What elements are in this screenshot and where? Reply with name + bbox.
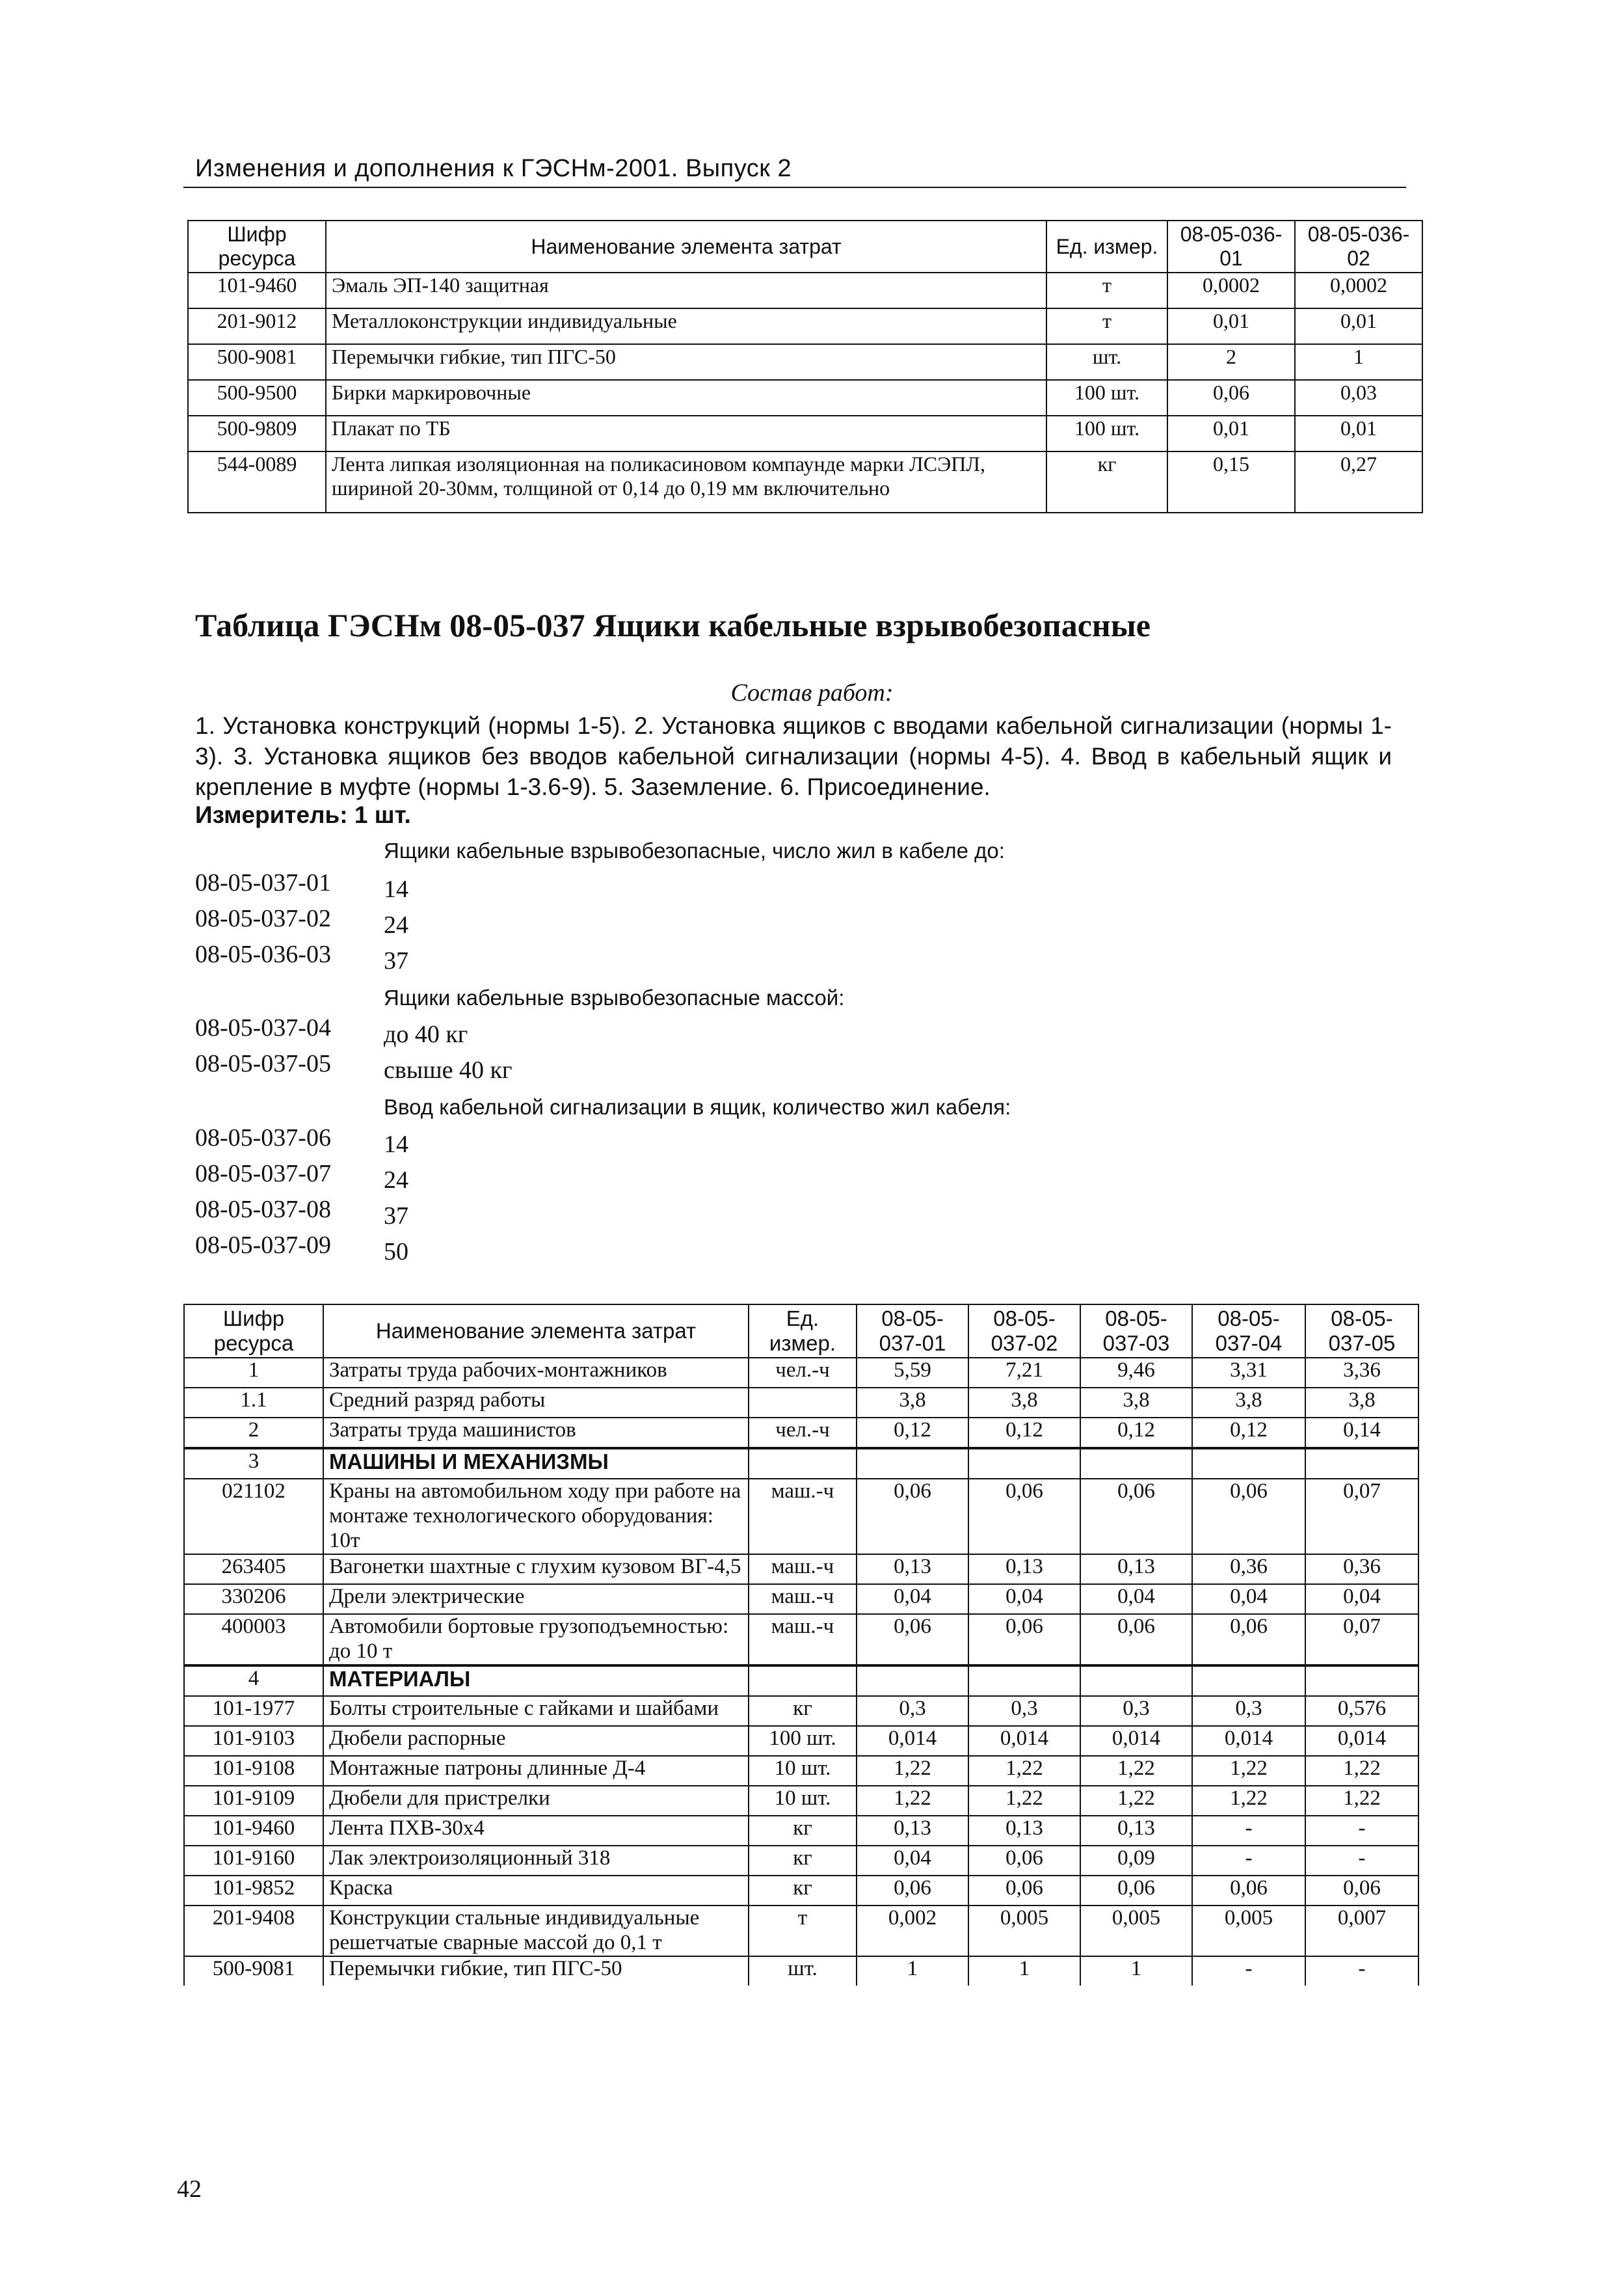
value-cell: 0,3: [1080, 1696, 1192, 1726]
resource-code-cell: 101-9160: [184, 1846, 323, 1876]
value-cell: [1192, 1665, 1305, 1696]
value-cell: 0,13: [1080, 1554, 1192, 1584]
unit-cell: 100 шт.: [749, 1726, 857, 1756]
unit-cell: т: [749, 1906, 857, 1956]
norm-code: 08-05-036-03: [195, 941, 331, 968]
table-title: Таблица ГЭСНм 08-05-037 Ящики кабельные взрывобезопасные: [195, 607, 1151, 643]
table-row: [184, 1816, 1418, 1846]
value-cell: 0,13: [857, 1816, 968, 1846]
table-row: [184, 1906, 1418, 1956]
col-header-norm-2: 08-05-037-02: [968, 1304, 1080, 1358]
value-cell: 3,8: [1192, 1388, 1305, 1418]
resource-code-cell: 263405: [184, 1554, 323, 1584]
value-cell: 0,13: [968, 1816, 1080, 1846]
value-cell: 1,22: [968, 1756, 1080, 1786]
norm-value: до 40 кг: [384, 1021, 468, 1048]
unit-cell: шт.: [749, 1956, 857, 1986]
value-cell: 0,005: [1080, 1906, 1192, 1956]
norm-code: 08-05-037-05: [195, 1050, 331, 1077]
col-header-unit: Ед. измер.: [1046, 221, 1167, 273]
table-row: [184, 1756, 1418, 1786]
value-cell: 0,06: [968, 1846, 1080, 1876]
col-header-norm-1: 08-05-036-01: [1167, 221, 1295, 273]
value-cell: 0,3: [1192, 1696, 1305, 1726]
table-row: [184, 1358, 1418, 1388]
value-cell: 0,014: [1192, 1726, 1305, 1756]
resource-name-cell: Краска: [323, 1876, 749, 1906]
resource-code-cell: 101-9103: [184, 1726, 323, 1756]
value-cell: 0,14: [1305, 1418, 1418, 1448]
value-cell: 1,22: [1192, 1756, 1305, 1786]
table-row: [184, 1388, 1418, 1418]
table-row: [184, 1614, 1418, 1665]
value-cell: -: [1192, 1956, 1305, 1986]
value-cell: 0,06: [1080, 1876, 1192, 1906]
resource-name-cell: Перемычки гибкие, тип ПГС-50: [326, 344, 1046, 380]
table-row: [184, 1554, 1418, 1584]
resource-name-cell: МАТЕРИАЛЫ: [323, 1665, 749, 1696]
resource-name-cell: Бирки маркировочные: [326, 380, 1046, 416]
table-header-row: [184, 1304, 1418, 1358]
value-cell: -: [1305, 1846, 1418, 1876]
unit-cell: маш.-ч: [749, 1479, 857, 1554]
value-cell: 0,13: [1080, 1816, 1192, 1846]
value-cell: 3,8: [968, 1388, 1080, 1418]
value-cell: 0,005: [968, 1906, 1080, 1956]
resource-name-cell: Болты строительные с гайками и шайбами: [323, 1696, 749, 1726]
value-cell: 0,13: [968, 1554, 1080, 1584]
resource-code-cell: 021102: [184, 1479, 323, 1554]
unit-cell: [749, 1388, 857, 1418]
table-row: [184, 1726, 1418, 1756]
value-cell: -: [1305, 1956, 1418, 1986]
value-cell: 9,46: [1080, 1358, 1192, 1388]
value-cell: [968, 1448, 1080, 1479]
table-row: [184, 1479, 1418, 1554]
resource-name-cell: Затраты труда рабочих-монтажников: [323, 1358, 749, 1388]
unit-cell: кг: [749, 1816, 857, 1846]
table-row: [184, 1876, 1418, 1906]
value-cell: 3,31: [1192, 1358, 1305, 1388]
meter-value: 1 шт.: [354, 801, 411, 828]
unit-cell: маш.-ч: [749, 1584, 857, 1614]
table-row: [188, 308, 1422, 344]
col-header-norm-3: 08-05-037-03: [1080, 1304, 1192, 1358]
value-cell: 0,04: [968, 1584, 1080, 1614]
table-row: [188, 344, 1422, 380]
resource-code-cell: 201-9408: [184, 1906, 323, 1956]
norm-value: 24: [384, 911, 408, 939]
value-cell: 0,01: [1295, 416, 1422, 451]
resource-table-036: [187, 220, 1423, 513]
value-cell: 0,36: [1192, 1554, 1305, 1584]
value-cell: [1192, 1448, 1305, 1479]
unit-cell: маш.-ч: [749, 1554, 857, 1584]
value-cell: 0,06: [1080, 1479, 1192, 1554]
unit-cell: 10 шт.: [749, 1756, 857, 1786]
resource-code-cell: 500-9081: [184, 1956, 323, 1986]
value-cell: [1305, 1448, 1418, 1479]
value-cell: 0,06: [968, 1876, 1080, 1906]
resource-name-cell: Дрели электрические: [323, 1584, 749, 1614]
value-cell: 0,04: [1305, 1584, 1418, 1614]
col-header-name: Наименование элемента затрат: [323, 1304, 749, 1358]
norm-value: 24: [384, 1166, 408, 1194]
resource-code-cell: 101-9460: [184, 1816, 323, 1846]
value-cell: 0,27: [1295, 451, 1422, 513]
value-cell: 0,0002: [1295, 273, 1422, 308]
table-row: [188, 380, 1422, 416]
value-cell: 0,04: [1080, 1584, 1192, 1614]
value-cell: -: [1192, 1816, 1305, 1846]
norm-code: 08-05-037-04: [195, 1014, 331, 1042]
resource-code-cell: 101-9108: [184, 1756, 323, 1786]
value-cell: 0,06: [1192, 1876, 1305, 1906]
norm-code: 08-05-037-08: [195, 1196, 331, 1223]
value-cell: 0,3: [968, 1696, 1080, 1726]
value-cell: 5,59: [857, 1358, 968, 1388]
table-row: [188, 273, 1422, 308]
table-row: [184, 1786, 1418, 1816]
resource-name-cell: Вагонетки шахтные с глухим кузовом ВГ-4,5: [323, 1554, 749, 1584]
table-row: [188, 451, 1422, 513]
resource-name-cell: МАШИНЫ И МЕХАНИЗМЫ: [323, 1448, 749, 1479]
unit-cell: [749, 1665, 857, 1696]
resource-name-cell: Средний разряд работы: [323, 1388, 749, 1418]
table-row: [184, 1418, 1418, 1448]
value-cell: [857, 1448, 968, 1479]
value-cell: 0,13: [857, 1554, 968, 1584]
resource-name-cell: Монтажные патроны длинные Д-4: [323, 1756, 749, 1786]
value-cell: 0,06: [857, 1876, 968, 1906]
resource-table-037: [183, 1304, 1419, 1986]
value-cell: 0,06: [857, 1479, 968, 1554]
resource-code-cell: 101-9852: [184, 1876, 323, 1906]
value-cell: 1,22: [857, 1786, 968, 1816]
col-header-norm-5: 08-05-037-05: [1305, 1304, 1418, 1358]
value-cell: 0,01: [1167, 308, 1295, 344]
unit-cell: т: [1046, 308, 1167, 344]
resource-code-cell: 101-1977: [184, 1696, 323, 1726]
unit-cell: 10 шт.: [749, 1786, 857, 1816]
value-cell: 0,576: [1305, 1696, 1418, 1726]
norm-group-title-2: Ящики кабельные взрывобезопасные массой:: [384, 986, 845, 1010]
section-row: [184, 1665, 1418, 1696]
table-row: [188, 416, 1422, 451]
value-cell: 0,014: [857, 1726, 968, 1756]
value-cell: 1,22: [1080, 1786, 1192, 1816]
value-cell: 0,06: [1192, 1479, 1305, 1554]
norm-code: 08-05-037-01: [195, 869, 331, 896]
unit-cell: 100 шт.: [1046, 380, 1167, 416]
norm-code: 08-05-037-02: [195, 905, 331, 932]
meter-line: [195, 801, 411, 829]
resource-name-cell: Затраты труда машинистов: [323, 1418, 749, 1448]
value-cell: 0,3: [857, 1696, 968, 1726]
value-cell: 1: [1080, 1956, 1192, 1986]
resource-code-cell: 201-9012: [188, 308, 326, 344]
value-cell: 0,06: [1305, 1876, 1418, 1906]
resource-code-cell: 330206: [184, 1584, 323, 1614]
resource-name-cell: Дюбели для пристрелки: [323, 1786, 749, 1816]
value-cell: 1,22: [968, 1786, 1080, 1816]
resource-code-cell: 500-9500: [188, 380, 326, 416]
resource-name-cell: Лента липкая изоляционная на поликасиновом компаунде марки ЛСЭПЛ, шириной 20-30мм, толщиной от 0,14 до 0,19 мм включительно: [326, 451, 1046, 513]
value-cell: 7,21: [968, 1358, 1080, 1388]
value-cell: 0,04: [1192, 1584, 1305, 1614]
value-cell: 0,06: [968, 1479, 1080, 1554]
table-row: [184, 1696, 1418, 1726]
value-cell: 1,22: [857, 1756, 968, 1786]
resource-code-cell: 1: [184, 1358, 323, 1388]
value-cell: 0,06: [857, 1614, 968, 1665]
norm-value: 37: [384, 1202, 408, 1230]
col-header-norm-4: 08-05-037-04: [1192, 1304, 1305, 1358]
resource-name-cell: Конструкции стальные индивидуальные решетчатые сварные массой до 0,1 т: [323, 1906, 749, 1956]
value-cell: 1,22: [1080, 1756, 1192, 1786]
resource-code-cell: 500-9081: [188, 344, 326, 380]
table-row: [184, 1956, 1418, 1986]
value-cell: 0,36: [1305, 1554, 1418, 1584]
col-header-norm-1: 08-05-037-01: [857, 1304, 968, 1358]
value-cell: [1080, 1665, 1192, 1696]
value-cell: 0,09: [1080, 1846, 1192, 1876]
norm-code: 08-05-037-06: [195, 1124, 331, 1152]
page-number: 42: [177, 2176, 202, 2203]
unit-cell: 100 шт.: [1046, 416, 1167, 451]
norm-code: 08-05-037-07: [195, 1160, 331, 1187]
table-row: [184, 1584, 1418, 1614]
value-cell: 3,8: [857, 1388, 968, 1418]
value-cell: -: [1305, 1816, 1418, 1846]
value-cell: 1: [1295, 344, 1422, 380]
value-cell: 0,06: [1167, 380, 1295, 416]
value-cell: 0,014: [968, 1726, 1080, 1756]
col-header-code: Шифр ресурса: [188, 221, 326, 273]
value-cell: 0,15: [1167, 451, 1295, 513]
value-cell: 0,0002: [1167, 273, 1295, 308]
unit-cell: кг: [749, 1846, 857, 1876]
value-cell: 0,005: [1192, 1906, 1305, 1956]
value-cell: [1080, 1448, 1192, 1479]
value-cell: 1,22: [1192, 1786, 1305, 1816]
header-rule: [183, 187, 1406, 188]
value-cell: 0,06: [1080, 1614, 1192, 1665]
resource-code-cell: 544-0089: [188, 451, 326, 513]
value-cell: 0,03: [1295, 380, 1422, 416]
resource-code-cell: 2: [184, 1418, 323, 1448]
unit-cell: чел.-ч: [749, 1418, 857, 1448]
value-cell: 0,07: [1305, 1614, 1418, 1665]
value-cell: 0,12: [857, 1418, 968, 1448]
col-header-unit: Ед. измер.: [749, 1304, 857, 1358]
unit-cell: [749, 1448, 857, 1479]
col-header-code: Шифр ресурса: [184, 1304, 323, 1358]
value-cell: 1: [968, 1956, 1080, 1986]
unit-cell: кг: [749, 1696, 857, 1726]
resource-code-cell: 400003: [184, 1614, 323, 1665]
unit-cell: шт.: [1046, 344, 1167, 380]
unit-cell: т: [1046, 273, 1167, 308]
resource-code-cell: 3: [184, 1448, 323, 1479]
value-cell: 0,06: [1192, 1614, 1305, 1665]
resource-name-cell: Металлоконструкции индивидуальные: [326, 308, 1046, 344]
meter-label: Измеритель:: [195, 801, 348, 828]
norm-value: 14: [384, 1131, 408, 1158]
resource-name-cell: Плакат по ТБ: [326, 416, 1046, 451]
resource-name-cell: Лента ПХВ-30х4: [323, 1816, 749, 1846]
norm-group-title-1: Ящики кабельные взрывобезопасные, число жил в кабеле до:: [384, 839, 1005, 863]
value-cell: 0,014: [1305, 1726, 1418, 1756]
resource-code-cell: 101-9460: [188, 273, 326, 308]
norm-code: 08-05-037-09: [195, 1232, 331, 1259]
norm-group-title-3: Ввод кабельной сигнализации в ящик, количество жил кабеля:: [384, 1095, 1011, 1119]
unit-cell: маш.-ч: [749, 1614, 857, 1665]
resource-code-cell: 4: [184, 1665, 323, 1696]
value-cell: 0,07: [1305, 1479, 1418, 1554]
value-cell: 0,12: [1192, 1418, 1305, 1448]
value-cell: 0,12: [1080, 1418, 1192, 1448]
col-header-name: Наименование элемента затрат: [326, 221, 1046, 273]
resource-name-cell: Лак электроизоляционный 318: [323, 1846, 749, 1876]
value-cell: 3,8: [1080, 1388, 1192, 1418]
value-cell: 0,007: [1305, 1906, 1418, 1956]
value-cell: 0,014: [1080, 1726, 1192, 1756]
value-cell: 1,22: [1305, 1756, 1418, 1786]
norm-value: свыше 40 кг: [384, 1057, 512, 1084]
resource-name-cell: Автомобили бортовые грузоподъемностью: до 10 т: [323, 1614, 749, 1665]
section-row: [184, 1448, 1418, 1479]
resource-name-cell: Эмаль ЭП-140 защитная: [326, 273, 1046, 308]
resource-name-cell: Дюбели распорные: [323, 1726, 749, 1756]
table-header-row: [188, 221, 1422, 273]
value-cell: 0,12: [968, 1418, 1080, 1448]
value-cell: [1305, 1665, 1418, 1696]
unit-cell: чел.-ч: [749, 1358, 857, 1388]
value-cell: 3,36: [1305, 1358, 1418, 1388]
value-cell: 0,04: [857, 1584, 968, 1614]
unit-cell: кг: [1046, 451, 1167, 513]
composition-heading: Состав работ:: [730, 679, 894, 707]
resource-name-cell: Краны на автомобильном ходу при работе на монтаже технологического оборудования: 10т: [323, 1479, 749, 1554]
norm-value: 37: [384, 947, 408, 975]
unit-cell: кг: [749, 1876, 857, 1906]
norm-value: 14: [384, 876, 408, 903]
resource-code-cell: 500-9809: [188, 416, 326, 451]
value-cell: 1,22: [1305, 1786, 1418, 1816]
value-cell: [857, 1665, 968, 1696]
value-cell: 3,8: [1305, 1388, 1418, 1418]
running-header: Изменения и дополнения к ГЭСНм-2001. Выпуск 2: [195, 155, 792, 182]
norm-value: 50: [384, 1238, 408, 1265]
value-cell: [968, 1665, 1080, 1696]
value-cell: 2: [1167, 344, 1295, 380]
resource-code-cell: 101-9109: [184, 1786, 323, 1816]
value-cell: 0,04: [857, 1846, 968, 1876]
composition-text: 1. Установка конструкций (нормы 1-5). 2. Установка ящиков с вводами кабельной сигнализации (нормы 1-3). 3. Установка ящиков без вводов кабельной сигнализации (нормы 4-5). 4. Ввод в кабельный ящик и крепление в муфте (нормы 1-3.6-9). 5. Заземление. 6. Присоединение.: [195, 712, 1392, 800]
col-header-norm-2: 08-05-036-02: [1295, 221, 1422, 273]
value-cell: 0,01: [1295, 308, 1422, 344]
value-cell: 0,002: [857, 1906, 968, 1956]
value-cell: -: [1192, 1846, 1305, 1876]
value-cell: 1: [857, 1956, 968, 1986]
resource-name-cell: Перемычки гибкие, тип ПГС-50: [323, 1956, 749, 1986]
value-cell: 0,06: [968, 1614, 1080, 1665]
resource-code-cell: 1.1: [184, 1388, 323, 1418]
table-row: [184, 1846, 1418, 1876]
value-cell: 0,01: [1167, 416, 1295, 451]
